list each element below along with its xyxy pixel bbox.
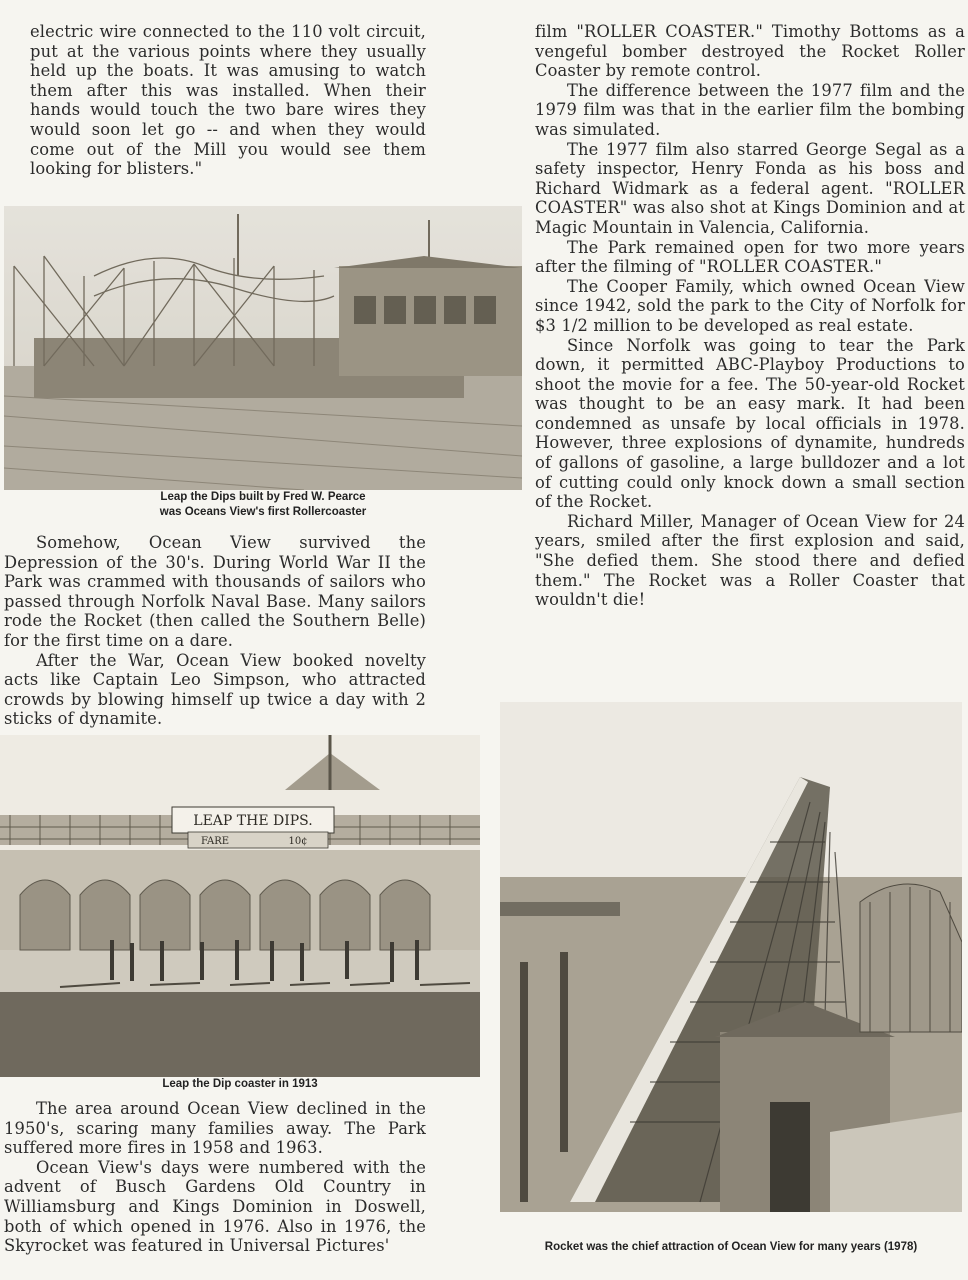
leap-the-dip-1913-photo xyxy=(0,735,480,1077)
paragraph: Richard Miller, Manager of Ocean View for 24 years, smiled after the first explosion and said, "She defied them. She stood there and defied them." The Rocket was a Roller Coaster that wouldn't die! xyxy=(535,511,965,610)
caption-line: was Oceans View's first Rollercoaster xyxy=(159,506,367,518)
leap-the-dips-caption xyxy=(4,490,522,520)
paragraph: The 1977 film also starred George Segal as a safety inspector, Henry Fonda as his boss and Richard Widmark as a federal agent. "ROLLER COASTER" was also shot at Kings Dominion and at Magic Mountain in Valencia, California. xyxy=(535,139,965,237)
leap-the-dips-photo xyxy=(4,206,522,490)
paragraph: The area around Ocean View declined in the 1950's, scaring many families away. The Park suffered more fires in 1958 and 1963. xyxy=(4,1099,426,1158)
paragraph: The Park remained open for two more years after the filming of "ROLLER COASTER." xyxy=(535,237,965,277)
paragraph: film "ROLLER COASTER." Timothy Bottoms as a vengeful bomber destroyed the Rocket Roller Coaster by remote control. xyxy=(535,22,965,81)
paragraph: The Cooper Family, which owned Ocean View since 1942, sold the park to the City of Norfolk for $3 1/2 million to be developed as real estate. xyxy=(535,276,965,335)
paragraph: After the War, Ocean View booked novelty acts like Captain Leo Simpson, who attracted crowds by blowing himself up twice a day with 2 sticks of dynamite. xyxy=(4,650,426,729)
caption-line: Leap the Dips built by Fred W. Pearce xyxy=(160,491,366,503)
left-column-top xyxy=(30,22,426,179)
fare-price: 10¢ xyxy=(288,836,308,847)
fare-text: FARE xyxy=(200,836,230,847)
sign-text: LEAP THE DIPS. xyxy=(193,813,313,829)
rocket-coaster-photo xyxy=(500,702,962,1212)
leap-the-dip-1913-caption: Leap the Dip coaster in 1913 xyxy=(162,1078,318,1090)
paragraph: Since Norfolk was going to tear the Park down, it permitted ABC-Playboy Productions to shoot the movie for a fee. The 50-year-old Rocket was thought to be an easy mark. It had been condemned as unsafe by local officials in 1978. However, three explosions of dynamite, hundreds of gallons of gasoline, a large bulldozer and a lot of cutting could only knock down a small section of the Rocket. xyxy=(535,335,965,512)
right-column xyxy=(535,22,965,610)
left-column-middle xyxy=(4,533,426,729)
rocket-coaster-caption: Rocket was the chief attraction of Ocean View for many years (1978) xyxy=(544,1241,918,1253)
paragraph: The difference between the 1977 film and the 1979 film was that in the earlier film the bombing was simulated. xyxy=(535,80,965,139)
left-column-bottom xyxy=(4,1099,426,1256)
paragraph: electric wire connected to the 110 volt circuit, put at the various points where they usually held up the boats. It was amusing to watch them after this was installed. When their hands would touch the two bare wires they would soon let go -- and when they would come out of the Mill you would see them looking for blisters." xyxy=(30,22,426,179)
paragraph: Somehow, Ocean View survived the Depression of the 30's. During World War II the Park was crammed with thousands of sailors who passed through Norfolk Naval Base. Many sailors rode the Rocket (then called the Southern Belle) for the first time on a dare. xyxy=(4,533,426,650)
paragraph: Ocean View's days were numbered with the advent of Busch Gardens Old Country in Williamsburg and Kings Dominion in Doswell, both of which opened in 1976. Also in 1976, the Skyrocket was featured in Universal Pictures' xyxy=(4,1157,426,1256)
